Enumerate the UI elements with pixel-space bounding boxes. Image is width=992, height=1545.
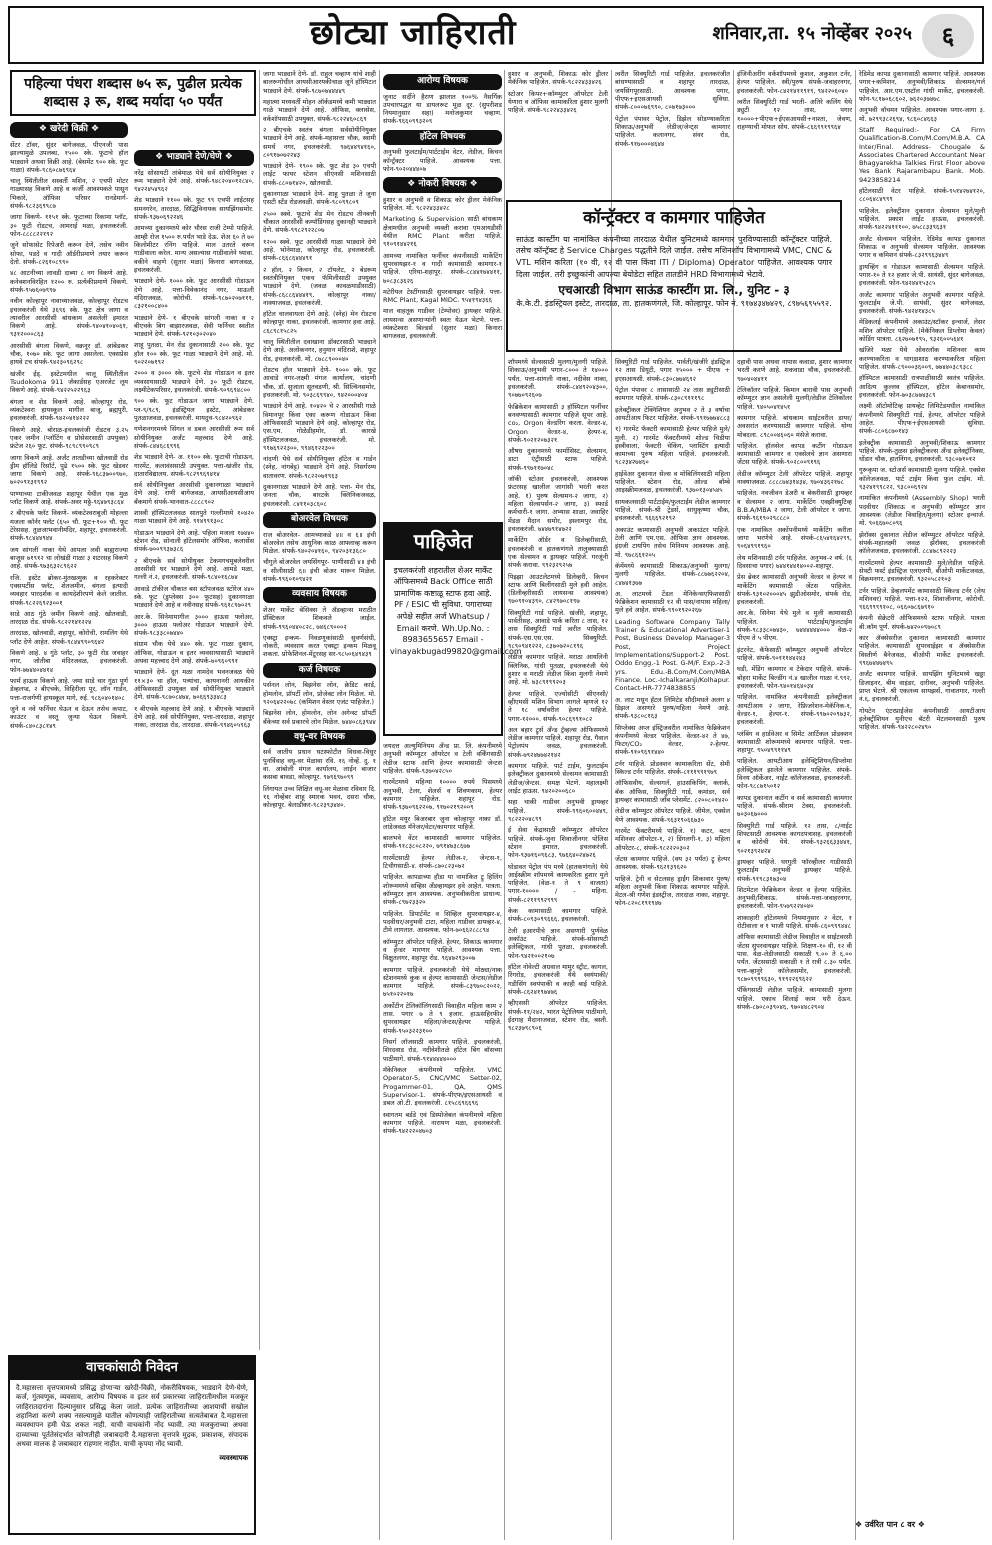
ads-list: [383, 196, 502, 341]
readers-notice-sign: व्यवस्थापक: [219, 1453, 248, 1462]
classified-ad: रेडिमेड कापड दुकानासाठी कामगार पाहिजे. आवश्यक पगार+कमिशन, अनुभवी/शिकाऊ सेल्समन/गर्ल पाहिजेत. आर.एम.एस्टॉल गांधी मार्केट, इचलकरंजी. फोन-९८१७०६८६०२, ७६२०३७४७८: [859, 70, 985, 103]
classified-ad: झेरॉक्स दुकानात लेडीज कॉम्प्युटर ऑपरेटर पाहिजे. संपर्क-महालक्ष्मी जवळ झेरॉक्स, इचलकरंजी कॉलेजजवळ, इचलकरंजी. ८८४७८९२२२३: [859, 530, 985, 556]
classified-ad: दहावी पास अथवा नापास कवाडा, हुशार कामगार भरती करणे आहे. शकवाडा चौक, इचलकरंजी. ९७०४०४४११: [737, 358, 852, 383]
classified-ad: विकणे आहे. ४ गुंठे प्लॉट, ३० फूटी रोड जवाहर नगर, जोतीबा मंदिरजवळ, इचलकरंजी. फोन-७७४४०४४१४: [10, 649, 128, 674]
classified-ad: भाड्याने देणे- दूत मळा नामदेव भवनजवळ येथे ११×३० चा हॉल, पत्र्यांचा, कायनानरी आयकीन ऑफिससाठी उपयुक्त सर्व सोयीनियुक्त भाड्याने देणे. संपर्क-९८७०८४७४, ७०६६९३३४८३: [134, 668, 254, 702]
classified-ad: लेडीज कॉम्प्युटर ऑपरेटर पाहिजे. जीमेल, एक्सेल येणे आवश्यक. संपर्क-९६३१९०६६७३०: [615, 807, 730, 824]
classified-ad: २ बीएचके सर्व सोयीयुक्त टेकमगचमुबलेवरील आरसीसी घर भाड्याने देणे आहे. आमडे मळा, गल्ली नं.२, इचलकरंजी. संपर्क-९८४०१६८७४: [134, 556, 254, 582]
classified-ad: टर्नर पाहिजे. प्रोडक्शन कामाकरिता सेंट, सेमी स्किल्ड टर्नर पाहिजेत. संपर्क-८१११९९१९७९: [615, 759, 730, 777]
classified-ad: माल वाहतूक गाडीवर (टेम्पोवर) ड्रायव्हर पाहिजे. लायसन्स असणाऱ्यांनी स्वतः येऊन भेटणे. पत्ता-व्यंकटेश्वरा बिल्डर्स (सुतार मळा) किनारा बागजवळ, इचलकरंजी.: [383, 307, 502, 341]
classified-ad: खंजिरे मळा येथे ओवरलॉक मशिनवर काम करण्याकरिता व घागडाशाठ करण्याकरिता महिला पाहिजेत. संपर्क-८९०००३६००९, ७७४४०३८९३८८: [859, 346, 985, 371]
pahije-body: इचलकरंजी शहरातील शेअर मार्केट ऑफिसमध्ये Back Office साठी प्रामाणिक कष्टाळू स्टाफ हवा आहे. PF / ESIC ची सुविधा. पगाराच्या अपेक्षे सहीत अर्ज Whatsup / Email करणे. Wh.Up.No. : 8983655657 Email - vinayakbugad99820@gmail.com: [390, 565, 522, 656]
section-bhadyane: ❖ भाड्याने देणे/घेणे ❖: [134, 150, 254, 166]
classified-ad: अ. लाटमध्ये टेंडल मेनिकेन्सएफिशसाठी फेब्रिकेशन कामासाठी १२ वी पास/नापास महिला/मुले हवे आहेत. संपर्क-९९०१९२०२६७: [615, 589, 730, 615]
section-arogya: आरोग्य विषयक: [383, 74, 502, 90]
classified-ad: गोडाऊन भाड्याने देणे आहे. पहिला मजला १७४४० स्टेशन रोड, सोनाली हॉटेलसमोर ऑफिस, कलासेंस संपर्क-७००९९३७३८६: [134, 528, 254, 554]
section-borewell: बोअरवेल विषयक: [263, 512, 376, 528]
column-8: [859, 70, 985, 1515]
classified-ad: अनुभवी फुलटाईम/पार्टटाईम वेटर, लेडीज, किचन कॉन्ट्रॅक्टर पाहिजे. आवश्यक पत्ता. फोन-९०२०४४४०७: [383, 148, 502, 173]
column-7: [737, 358, 852, 1538]
classified-ad: कॉम्प्युटर ऑपरेटर पाहिजे. हेल्पर, शिकाऊ कामगार व हेंन्डर मारणार पाहिजे. आवश्यक पत्ता. विक्षुतलगर, शहापूर रोड. ९६४७२९३००७: [383, 937, 502, 963]
pahije-box: [383, 522, 522, 736]
classified-ad: शाकाहारी हॉटेलमध्ये नियमानुसार २ वेटर, १ रोटीवाला व १ भाजी पाहिजे. संपर्क-८६०९९९४४८: [737, 913, 852, 931]
classified-ad: Leading Software Company Tally Trainer & Educational Advertiser-1 Post, Business Develop Manager-3 Post, Project Implementations/Support-2 Post. Oddo Engg.-1 Post. G-M/F. Exp.-2-3 yrs. Edu.-B.Com/M.Com/MBA Finance. Loc.-Ichalkaranji/Kolhapur. Contact-HR-7774838855: [615, 617, 730, 693]
classified-ad: जयदत्त अल्युमिनियम अँन्ड प्रा. लि. कंपनीमध्ये अनुभवी कॉम्प्युटर ऑपरेटर व टेली वर्किंगसाठी लेडीज स्टाफ आणि हेल्पर कामासाठी जेन्टस पाहिजेत. संपर्क-९३७०४२८५०: [383, 742, 502, 775]
classified-ad: खंजीर ईड्. इस्टेटमधील चालू स्थितीतील Tsudokoma 911 जॅकार्डसह एअरजेट लूम विकणे आहे. संपर्क-९४२२५२२९६३: [10, 369, 128, 395]
classified-ad: भाड्याने देणे- १ बीएचके सांगली नाका व २ बीएचके बिग बाझारजवळ, सेवी फर्निचर स्वतीत भाड्याने देणे. संपर्क-९२१०३०२०४०: [134, 313, 254, 339]
classified-ad: अर्जंट सेल्समन पाहिजेत. रेडिमेड कापड दुकानात शिकाऊ व अनुभवी सेल्समन पाहिजेत. आवश्यक पगार व कमिशन संपर्क-८३२९९६३४४९: [859, 234, 985, 260]
classified-ad: सिक्युरिटी गार्ड पाहिजे. खंजीरे, शहापूर, पार्वतीसह, आवाडे पार्क करिता ८ तास, १२ तास सिक्युरिटी गार्ड त्वरीत पाहिजेत. संपर्क-एस.एस.एस. सिक्युरिटी. ९८९०९४१२२२, ८३७०७२०८१९६: [508, 608, 608, 650]
classified-ad: कार ॲक्सेसरीज दुकानात कामासाठी कामगार पाहिजेत. कामासाठी सुपरवाईझर व ॲक्सेसरीज विस्तीर्ण बैनेजवळ, बीओपी मार्केट इचलकरंजी. ९९६७४४७४९५: [859, 634, 985, 667]
classified-ad: ऑफिसवीय, सेल्सगर्ल, हाउसकिपिंग, क्लार्क, बॅक ऑफिस, सिक्युरिटी गार्ड, कमांडर, सर्व ड्रायव्हर कामासाठी जाँब प्लेसमेंट. ८२००८०१४२०: [615, 779, 730, 804]
classified-ad: नामांकित कंपनीमध्ये (Assembly Shop) भरती पदवीधर (शिकाऊ व अनुभवी) कॉम्प्युटर ज्ञान आवश्यक (लेडीज विवाहित/मुलगा) स्टोअर इन्चार्ज. मो. ९०६६७०८०९६: [859, 494, 985, 528]
classified-ad: जुने सोफासेट रिपेअरी करून देणे, तसेच नवीन सोफा, पडदे व गादी ऑर्डरीप्रमाणे तयार करून देतो. संपर्क-८२६१०८९९०: [10, 241, 128, 266]
classified-ad: अकाउंट कामासाठी अनुभवी अकाउंटर पाहिजे. टेली आणि एम.एस. ऑफिस ज्ञान आवश्यक. इंग्रजी टायपिंग तसेच मिनिमम आवश्यक आहे. मो. ९७८६६१२०५: [615, 525, 730, 559]
classified-ad: पाहिजेत. आयटीआय इलेक्ट्रिशियन/डिप्लोमा इलेक्ट्रिकल झालेले कामगार पाहिजेत. संपर्क-विनय ऑर्केअर, नाईट कॉलेजजवळ, इचलकरंजी. फोन-९८८७१५०१२: [737, 757, 852, 791]
column-7-top: [737, 70, 852, 196]
ads-list: [859, 70, 985, 732]
classified-ad: टेली इआरपीचे ज्ञान असणारी पुर्णवेळ अकॉउंट पाहिजे. संपर्क-सोसायटी इलेक्ट्रिकल, गांधी पुतळा, इचलकरंजी. फोन-९४२१००२१०७: [508, 926, 608, 960]
readers-notice-title: वाचकांसाठी निवेदन: [10, 1357, 254, 1380]
classified-ad: गारमेंट फॅक्टरीमध्ये पाहिजे. १) कटर, बटन मशिनवर ऑपरेटर-१, २) डिंगलगी-१, ३) महिला ऑपरेटर-८, संपर्क-९८२२२०३०२: [615, 826, 730, 852]
classified-ad: इंजिनीअरींग वर्कशॉपमध्ये कुशल, अकुशल टर्नर, हेल्पर पाहिजेत. स्त्री/पुरुष संपर्क-जवाहरनगर, इचलकरंजी. फोन-८४२१४११९१९, ९४२२०६०४०: [737, 70, 852, 95]
classified-ad: लेडीज कामगार पाहिजे. मराठा आयलिनी क्लिनिक, गांधी पुतळा, इचलकरंजी येथे हुशार व मराठी लेडीज किंवा मुलगी नेमणे आहे. मो. ७३८९१९९२०३: [508, 653, 608, 687]
column-3: [263, 70, 376, 1540]
classified-ad: मार्केटिंग ऑर्डर व डिलेव्हरीसाठी, इचलकरंजी व हातकणंगले तालुक्यासाठी एक सेल्समन व ड्रायव्हर पाहिजे. गरजूंनी संपर्क करावा. ९९२३२९२५७: [508, 536, 608, 570]
classified-ad: स्वागतम बर्डडे एवं डिस्पोजेबल कंपनीमध्ये महिला कामगार पाहिजे. नारायण मळा, इचलकरंजी. संपर्क-९४२२२०४७०३: [383, 1110, 502, 1136]
classified-ad: पाहिजेत. डिपार्टमेंट व सिव्हिल सुपरवायझर-४, पदवीधर/अनुभवी टाटा, महिला गाडीवर डायव्हर-४, टीमे लागतात. आवश्यक. फोन-७०६६२८८८९४: [383, 909, 502, 935]
classified-ad: सर्व सोयीनियुक्त आरसीसी दुकानगाळा भाड्याने देणे आहे. राणी बागेजवळ, आयसीआयसीआय बँकमागे संपर्क-भानवात-८८८८९०२: [134, 481, 254, 506]
classified-ad: बिझनेस लोन, होमलोन, लोन अगेन्स्ट प्रॉपर्टी बँकेच्या सर्व प्रकारचे लोन मिळेल. ७४४०८६३९४४: [263, 709, 376, 726]
classified-ad: रोडटच हॉल भाड्याने देणे- १००० स्के. फूट आवाडे नगर-लक्ष्मी मंगल कार्यालय, चांदणी चौक, डॉ. सुजाता सूतवडणी, श्री. सिल्विनसमोर, इचलकरंजी. मो. ९०३८६९९४०, ९४२०००४०४: [263, 366, 376, 399]
classified-ad: गारमेंटमध्ये महिन्या १०००० रुपये पिसमध्ये अनुभवी, टेलर, शेलर्स व शिवणकाम, हेल्पर कामगार पाहिजेत. शहापूर रोड. संपर्क-९३७०९६२२०७, ९१७०२१९२००९: [383, 778, 502, 812]
ads-list: [737, 70, 852, 131]
classified-ad: सिप्लेक्स अप्ल इंस्ट्रिजवरील नामांकित फेब्रिकेशन कंपनीमध्ये वेल्डर पाहिजेत. वेल्डर-४२ ते ४७, फिटर/CO₂ वेल्डर, २-हेल्पर. संपर्क-९१०९६९१४४०: [615, 723, 730, 757]
classified-ad: चौगुले बोअरवेल जयसिंगपूर- पाणीसाठी ४॥ इंची व सीलीसाठी ६॥ इंची बोअर मारून मिळेल. संपर्क-९९६०१०९४२१: [263, 558, 376, 584]
section-hotel: हॉटेल विषयक: [383, 130, 502, 146]
classified-ad: चालू स्थितीतील दवाखाना डॉक्टरसाठी भाड्याने देणे आहे. अलोकनगर, हनुमान मंदिराशे, शहापूर रोड, इचलकरंजी. मो. ८७८८९०००४०: [263, 338, 376, 363]
masthead: [8, 6, 984, 64]
classified-ad: जय सांगली नाका येथे आपला लवी बाह्यराज्या बाजूस ७१९१२ चा लोखंडी गाळा ३ शटरसह विकणे आहे. संपर्क-९७३६३२८९६२२: [10, 545, 128, 571]
classified-ad: लिंगायत उच्च शिक्षित वधू-वर मेळावा रविवार दि. १६ नोव्हेंबर शाहू स्मारक भवन, दसरा चौक, कोल्हापूर. बेलाडीकर-९८२३९३४४०.: [263, 784, 376, 810]
column-5-top: [508, 70, 608, 196]
classified-ad: ई सेवा केंद्रासाठी कॉम्प्युटर ऑपरेटर पाहिजे. संपर्क-जुना शिवाजीनगर पोलिस स्टेशन इमारत, इचलकरंजी. फोन-९३७१६०९६८३, ९७६६४०२४७२६: [508, 826, 608, 860]
classified-ad: जागा भाड्याने देणे- डॉ. राहुल चव्हाण यांचे शाही बालरूगोधील आयसीआरयकीचाळ जूने हॉस्पिटल भाड्याने देणे. संपर्क-९८७०७४४४४९: [263, 70, 376, 95]
classified-ad: हेल्पर पाहिजे. एज्योसीटी सीएनसी/व्हीएमसी मशिन विभाग लागले म्हणजे १२ ते १८ वर्षावरील हेल्पर पाहिजे. पगार-१२०००. संपर्क-९०८६९९१०८२: [508, 689, 608, 723]
readers-notice-body: दै.महासत्ता वृत्तपत्रामध्ये प्रसिद्ध होणाऱ्या खरेदी-विक्री, नोकरीविषयक, भाड्याने देणे-घेणे, कर्ज, गुंतवणूक, व्यवसाय, आरोग्य विषयक व इतर सर्व प्रकारच्या जाहिरातीमधील मजकूर जाहिरातदारांना दिल्यानुसार प्रसिद्ध केला जातो. प्रत्येक जाहिरातीच्या आशयाची सखोल शहानिशा करणे शक्य नसल्यामुळे यातील कोणत्याही जाहिरातीच्या सत्यतेबाबत दै.महासत्ता व्यवस्थापन हमी घेऊ शकत नाही. याची वाचकांनी नोंद घ्यावी. त्या मजकुराच्या अथवा दाव्याच्या पूर्ततेसंदर्भात कोणतीही जबाबदारी दै.महासत्ता वृत्तपत्रे मुद्रक, प्रकाशक, संपादक अथवा मालक हे जबाबदार राहणार नाहीत. याची कृपया नोंद घ्यावी.: [16, 1383, 248, 1449]
ads-list: [10, 141, 128, 730]
classified-ad: २ बीएचके स्वतंत्र बंगला सर्वसोयीनियुक्त भाड्याने देणे आहे. संपर्क-महासत्ता चौक, स्वामी समर्थ नगर, इचलकरंजी. ९७६४४९४१६०, ८०९१७०७२२४३: [263, 125, 376, 159]
classified-ad: टेलिकॉलर पाहिजे. किमान बारावी पास अनुभवी कॉम्प्युटर ज्ञान असलेली मुलगी/लेडीज टेलिकॉलर पाहिजे. ९४०५०४१४५१: [737, 385, 852, 411]
contractor-title: कॉन्ट्रॅक्टर व कामगार पाहिजेत: [583, 208, 765, 228]
classified-ad: गोयटेन एंटरप्राईजेस कंपनीसाठी आयटीआय इलेक्ट्रीशियन युनीएच बॅटरी मेटलमनसाठी पुरुष पाहिजेत. संपर्क-९४२२८०२४९०: [859, 706, 985, 732]
classified-ad: पर्सनल लोन, बिझनेस लोन, क्रेडिट कार्ड, होमलोन, प्रॉपर्टी लोन, प्रोजेक्ट लोन मिळेल. मो. ९२०६४२२०७८ (कमिशन वेस्तर एजंट पाहिजेत.): [263, 681, 376, 706]
section-kharedi-vikri: ❖ खरेदी विक्री ❖: [10, 122, 128, 138]
classified-ad: अनुभवी वॉचमन पाहिजेत. आवश्यक पगार-जागा ३. मो. ७२९९३८२६९४, ९८६०८४६६३: [859, 106, 985, 123]
column-6: [615, 358, 730, 1538]
classified-ad: दुकानगाळा भाड्याने देणे आहे. पत्ता- मेन रोड, जनता चौक, बारटके क्लिनिकजवळ, इचलकरंजी. ८४११०३८६०८: [263, 483, 376, 508]
classified-ad: घडी, मेंडिंग कामगार व टेकेदार पाहिजे. संपर्क-बोहरा मार्केट बिल्डींग नं.४ खालील गाळा नं.९९२, इचलकरंजी. फोन-९४०१४६४०३४: [737, 665, 852, 690]
classified-ad: लेथ मशिनसाठी टर्नर पाहिजेत. अनुभव-२ वर्ष. (६ दिवसाचा पगार) ७४४१४४१४००२-शहापूर.: [737, 553, 852, 570]
section-vyavasay: व्यवसाय विषयक: [263, 587, 376, 603]
ads-list: [615, 358, 730, 908]
classified-ad: सिक्युरिटी गार्ड पाहिजे. १२ तास, ८/नाईट शिफ्टसाठी आवश्यक कागदपत्रासह. इचलकरंजी व कोरोची येथे. संपर्क-९३२६६३३४४१, ९०२१३९२४२४: [737, 821, 852, 855]
classified-ad: पाहिजेत. हॉलसेल कापड कटींग गोडाऊन कामासाठी कामगार व एक्सेलचे ज्ञान असणारा जेंटस पाहिजे. संपर्क-९०२८००९१९६: [737, 441, 852, 467]
ads-list: [263, 606, 376, 659]
classified-ad: १) गारमेंट फॅक्टरी कामासाठी हेल्पर पाहिजे मुले/मुली. २) गारमेंट फॅक्टरीमध्ये शोल्ड चिडीया इस्त्रीवाला, फेक्टरी चेकिंग, प्लास्टिंग इत्यादी कामाच्या पुरुष महिला पाहिजे. इचलकरंजी. ९८२३४२७४६०: [615, 425, 730, 467]
classified-ad: २००० व ३००० स्के. फूटचे शेड गोडाऊन व इतर व्यवसायासाठी भाड्याने देणे. ३० फूटी रोडटच, लक्ष्मीटेकपरिसर, इचलकरंजी. संपर्क-९०९६९४८००: [134, 369, 254, 395]
page-title: छोट्या जाहिराती: [310, 13, 517, 53]
classified-ad: सहा चाकी गाडीवर अनुभवी ड्रायव्हर पाहिजे. संपर्क-९९६०६००४४९, ९८२२२०४८९९: [508, 798, 608, 823]
classified-ad: भाड्याने देणे आहे. १०४२० चे २ आरसीसी गाळे विमानपूर किंवा एका करूण गोडाऊन किंवा ऑफिससाठी भाड्याने देणे आहे. कोल्हापूर रोड, एस.एम. गोळेडीहमोर, डॉ. कारखे हॉस्पिटलजवळ, इचलकरंजी. मो. ९१७६९२२३००, ९९४६१२२३००: [263, 402, 376, 452]
column-bhadyane: [134, 146, 254, 1350]
classified-ad: हुशार व अनुभवी, शिकाऊ कोर ड्रीलर मेकॅनिक पाहिजेत. संपर्क-९८२२४३३४२६: [508, 70, 608, 87]
classified-ad: लेडीज कॉम्प्युटर टेली ऑपरेटर पाहिजे. शहापूर नाक्याजवळ. ८८८८७४३१४३४, ९७०४३६२१७८: [737, 469, 852, 487]
classified-ad: घोडावत पेट्रोल पंप मध्ये (हातकणंगले) येथे आईस्क्रीम शॉपमध्ये कामकरिता हुशार मुले पाहिजेत. (वेळ-१ ते ९ वाजता) पगार-१०००० / - महिना. संपर्क-८२११९९२९९९: [508, 862, 608, 904]
classified-ad: हॉटेल चालवायला देणे आहे. (स्नेह) मेन रोडटच कोल्हापूर नाका, इचलकरंजी. कामगार हवा आहे. ८६८९८१५८२५: [263, 310, 376, 335]
classified-ad: ड्रायव्हर पाहिजे. घरगुती फॉरव्हीलर गाडीसाठी फुलटाईम अनुभवी ड्रायव्हर पाहिजे. संपर्क-९१९८३१७३०४: [737, 857, 852, 883]
ads-list: [263, 70, 376, 508]
classified-ad: अर्कोटीन टेलिकॉलिंगसाठी विवाहीत महिला काम २ तास. पगार ७ ते ९ हजार. हाऊसहिरफीर सुपरवायझर महिला/जेन्टस/हेल्पर पाहिजे. संपर्क-९५०३२२३१००: [383, 1001, 502, 1035]
classified-ad: शॉपमध्ये सेल्ससाठी मुलगा/मुलगी पाहिजे. शिकाऊ/अनुभवी पगार-८००० ते १४००० पर्यंत. पत्ता-सांगली नाका, नदीवेस नाका, इचलकरंजी. संपर्क-८४४९२०४३००, ९०७७०९२६०७: [508, 358, 608, 400]
classified-ad: पाहिजेत. नवजीवन डेअरी व बेकरीसाठी ड्रायव्हर व सेल्समन २ जागा. मार्केटिंग एक्झीक्युटिव्ह B.B.A/MBA २ जागा, टेली ऑपरेटर १ जागा. संपर्क-९६१९०२९८८८०: [737, 489, 852, 523]
ads-list: [263, 748, 376, 809]
classified-ad: जेंटस कामगार पाहिजे. (वय ३२ पर्यंत) ट्रू हेल्पर आवश्यक. संपर्क-९६२१३९६२०: [615, 854, 730, 872]
classified-ad: शिटमेटल फेब्रिकेशन वेल्डर व हेल्पर पाहिजेत. अनुभवी/शिकाऊ. संपर्क-पत्ता-जवाहरनगर, इचलकरंजी. फोन-९५७९२२४०४०: [737, 885, 852, 911]
page-number: ६: [922, 14, 974, 58]
classified-ad: आमच्या दुकानमध्ये कोर चौरस राजी टेम्पो पाहिजे. आम्ही रोज १५०० रु.पर्यंत भाडे देऊ. शेअ ६० ते ७० किलोमीटर रनिंग पाहिजे. माल उतरते वरून गाडीवाला करेल. मान्य असल्यास गाडीवालेने घ्यावा. वकीने वाहणे (सुतार मळा) किनारा बागजवळ, इचलकरंजी.: [134, 224, 254, 274]
section-vadhu-var: वधु-वर विषयक: [263, 730, 376, 746]
ads-list: [383, 148, 502, 173]
classified-ad: आर.के. सिनेमा येथे मुले व मुली कामासाठी पाहिजेत. पार्टटाईम/फुलटाईम संपर्क-९८३३८०७४३०, ७४४४४४४००० वेळ-२ पीएम ते ५ पीएम.: [737, 609, 852, 643]
classified-ad: सिक्युरिटी गार्ड पाहिजेत. पार्वती/खंजीरे इंडस्ट्रिज १२ तास डियूटी, पगार १५००० + पीएफ + इएसआयसी. संपर्क-८३०८७७४६९२: [615, 358, 730, 383]
ads-list: [737, 358, 852, 1011]
classified-ad: औषध दुकानमध्ये फार्मासिस्ट, सेल्समन, डाटा एंट्रीसाठी स्टाफ पाहिजे. संपर्क-९९७११७०४८: [508, 447, 608, 472]
classified-ad: महात्मा मध्यवर्ती मोहन ऑर्कडमध्ये कमी भाड्यात गाळे भाड्याने देणे आहे. ऑफिस, क्लासेस, वर्कशॉपसाठी उपयुक्त. संपर्क-९८२२४६०८६९: [263, 97, 376, 123]
rate-box: पहिल्या पंधरा शब्दास ७५ रू, पुढील प्रत्येक शब्दास ३ रू, शब्द मर्यादा ५० पर्यंत: [10, 70, 256, 116]
classified-ad: हाईवेअर दुकानात सेल्स व मोबिलिंगसाठी महिला पाहिजेत. स्टेशन रोड, ओल्ड बॉम्बे आइस्क्रीमजवळ, इचलकरंजी. ९३७०१३०४५४५: [615, 469, 730, 495]
classified-ad: दुकानगाळा भाड्याने देणे- शाहू पुतळा ते जुना एसटी स्टॅंड रोडजवळी. संपर्क-९८०९९८०९: [263, 190, 376, 207]
classified-ad: पाहिजे. ट्रेनी व सेटलसह ड्राईंग शिकावार पुरुष/महिला अनुभवी किंवा शिकाऊ कामगार पाहिजे. मेटल-श्री गणेश इंडस्ट्रीज, तारदाळ नाका, शहापूर. फोन-८२०८१९१९४७: [615, 874, 730, 908]
ads-list: [508, 358, 608, 1032]
classified-ad: भाड्याने देणे- १००० स्के. फूट आरसीसी गोडाऊन देणे आहे. पत्ता-विवेकानंद नगर, माऊली मंदिराजवळ, कोरोची. संपर्क-९८७०२०७१११, ८३२१००८४००: [134, 277, 254, 311]
classified-ad: कामगार पाहिजे. पार्ट टाईम, फुलटाईम इलेक्ट्रीकल दुकानमध्ये सेल्समन कामासाठी लेडीज/जेन्टस. समक्ष भेटणे. महालक्ष्मी लाईट हाऊस. ९४२०२००६८०: [508, 762, 608, 795]
classified-ad: अर्जंट कामगार पाहिजेत अनुभवी कामगार पाहिजे. फुलटाईम जे.पी. सायंसी, सुंदर बागेजवळ, इचलकरंजी. संपर्क-९४२४१४३८५: [859, 290, 985, 316]
ads-list: [263, 531, 376, 584]
classified-ad: कॅमेंमध्ये कामासाठी शिकाऊ/अनुभवी मुलगा/मुलगी पाहिजेत. संपर्क-८८७७६२२०४, ८४७४१३७७: [615, 561, 730, 587]
readers-notice-box: [8, 1355, 256, 1535]
section-naukri: ❖ नोकरी विषयक ❖: [383, 177, 502, 193]
classified-ad: प्रेस ब्रेकर कामासाठी अनुभवी वेल्डर व हेल्पर व मार्केटिंग कामासाठी जेंटस पाहिजेत. संपर्क-९३१०२०००४५ झुडीओसमोर, संपर्क रोड, इचलकरंजी.: [737, 573, 852, 607]
classified-ad: अल बहार ट्रुर्स अँन्ड ट्रॅव्हल्स ऑफिसमध्ये लेडीज कामगार पाहिजे. शहापूर रोड, गैवाल पेट्रोलपंप जवळ, इचलकरंजी. संपर्क-७९२४७७४२१४२: [508, 725, 608, 759]
classified-ad: मटेरीयल टेस्टींगसाठी सुपरवायझर पाहिजे. पत्ता-RMC Plant, Kagal MIDC. ९५४१९४३६६: [383, 287, 502, 305]
classified-ad: साडे आठ गुंठे जमीन विकणे आहे. खोतवाडी, तारदाळ रोड. संपर्क-९८२२१४१२२४: [10, 609, 128, 627]
classified-ad: पाहिजेत. इलेक्ट्रीशन दुकानात सेल्समन मुले/मुली पाहिजेत. प्रकाश लाईट हाऊस, इचलकरंजी. संपर्क-९४२२४१११००, ७५८८३३९६३१: [859, 206, 985, 232]
classified-ad: जॉकी स्टोअर इचलकरंजी, आवश्यक फ्रंटरसह खालील जागांसी भरती करत आहे. १) पुरुष सेल्समन-२ जागा, २) महिला सेल्सपर्सन-२ जागा, ३) स्फार्ड कर्मचारी-१ जागा. अभ्यास शाळा, जवाहिर मेंडळ मैदान समोर, इस्लामपुर रोड, इचलकरंजी. ७४४७९१४७२२: [508, 475, 608, 533]
classified-ad: व्हीएससी ऑपरेटर पाहिजेत. संपर्क-११/२४२, भारत पेट्रोलियम पाठीमागे, ईदगाह मैदानाजवळ, स्टेशन रोड, बस्ती. ९८२३७९८९०६: [508, 999, 608, 1033]
classified-ad: तारदाळ, खोतवाडी, शहापूर, कोरोची, रामलिंग येथे प्लॉट देणे आहेत. संपर्क-९८४४९९०९६४२: [10, 629, 128, 646]
classified-ad: गुरूकृपा ज. स्टोअर्स कामासाठी मुलगा पाहिजे. एक्सेस कॉलेजजवळ, पार्ट टाईम किंवा फुल टाईम. मो. ९३२४१९९८२२, ९३८००६९२४: [859, 466, 985, 492]
classified-ad: ड्रायव्हिंग व गोडाऊन कामासाठी सेल्समन पाहिजे. पगार-१० ते १२ हजार जे.पी. सायंसी, सुंदर बागेजवळ, इचलकरंजी. फोन-९४२४४१५३८५: [859, 262, 985, 288]
classified-ad: १ बीएचके महत्त्वाद देणे आहे. १ बीएचके भाड्याने देणे आहे. सर्व सोयीनियुक्त, पत्ता-तारदाळ, शहापूर नाका, तारदाळ रोड, तारदाळ. संपर्क-९९४६०५९६३: [134, 704, 254, 730]
classified-ad: हॉटेल नोवेल्टी अग्रवाल मामुर स्ट्रीट, कागल, रिंगरोड, इचलकरंजी येथे स्वयंपाकी/गडीसिंग स्वयंपाकी व काही बाई पाहिजे. संपर्क-८६२४१९७४७६: [508, 962, 608, 996]
classified-ad: जुनाट सर्दीने हैराण झालात १००% नैसर्गिक उपचारपद्धत या डायलरूट मूळ दूर. (सुपरीशड नियमानुसार सहा) मनोजकुमार चव्हाण. संपर्क-९६६०९९३२०९: [383, 92, 502, 126]
classified-ad: जुने व नवे फर्निचर घेऊन व देऊन तसेच कपाट, काउंटर व वस्तू जुन्या घेऊन विकणे. संपर्क-८४०८३८१४९: [10, 704, 128, 730]
classified-ad: कंपनी सेक्रेटरी ऑफिसमध्ये स्टाफ पाहिजे. पात्रता बी.कॉम पूर्ण. संपर्क-७४२००९७०८९: [859, 614, 985, 631]
classified-ad: ऑफिस कामासाठी लेडीज विवाहीत व साईटवरसी जेंटस सुपरवायझर पाहिजे. शिक्षण-१० वी, १२ वी पास. वेळ-लेडीजसाठी सकाळी ९.०० ते ६.०० पर्यंत. जेंटससाठी सकाळी १ ते रात्री ८.३० पर्यंत. पत्ता-व्हानुरे कॉलेजसमोर, इचलकरंजी. ९८७०९९९९६३०, ९१९२२६९६२२: [737, 933, 852, 983]
ads-list: [383, 742, 502, 1135]
section-karj: कर्ज विषयक: [263, 663, 376, 679]
classified-ad: पाहिजेत. नामांकित कंपनीसाठी इलेक्ट्रीकल आयटीआय २ जागा, रेफ्रिजरेशन-मेकॅनिक-१, वेल्डर-१, हेल्पर-१. संपर्क-९९७०२०९७३२, इचलकरंजी.: [737, 693, 852, 727]
classified-ad: इलेक्ट्रीकल टेक्निशियन अनुभव २ ते ३ वर्षाचा आयटीआय फिटर पाहिजेत. संपर्क-९९१७७७४८८३: [615, 405, 730, 422]
classified-ad: विकणे आहे. बोराळ-इचलकरंजी रोडटच ३.२५ एकर जमीन (प्लॉटिंग व प्रोसेसरसाठी उपयुक्त) फ्रंटेज २६० फूट. संपर्क-९८९८९९०९८९: [10, 425, 128, 451]
column-6-top: [615, 70, 730, 196]
classified-ad: मेडिकलई कंपनीमध्ये अकाउंट/स्टॉकर इन्चार्ज, लेसर मशिन ऑपरेटर पाहिजे. (मेकॅनिकल डिप्लोमा केवल) कोडिंग पात्रता. ८६२७०७१९५, ९३२६००५६४१: [859, 318, 985, 344]
classified-ad: शेड भाड्याने ११०० स्के. फूट ९९ एचपी लाईटसह समनगरेन, तारदाळ, सिद्धिविनायक सायझिंगसमोर. संपर्क-९३७०६९२२४६: [134, 196, 254, 222]
classified-ad: केक कामासाठी कामगार पाहिजे. संपर्क-८०९३०९९६६६, इचलकरंजी.: [508, 907, 608, 924]
classified-ad: बालभवे वेंटर कामासाठी कामगार पाहिजेत. संपर्क-९१८३८०८२२०, ७९१४७३८६७७: [383, 834, 502, 851]
classified-ad: सर्व जातीय प्रधान घटस्फोटीत विधवा-विधुर पुनर्विवाह वधू-वर मेळावा रवि. १६ नोव्हें. दु. १ वा. आंबोली मंगल कार्यालय, लाईन बाजार कसबा बावडा, कोल्हापूर. ९७९६९७०९९: [263, 748, 376, 782]
classified-ad: हॉस्पिटल कामासाठी रात्रपाळीसाठी स्वतंत्र पाहिजेत. आदित्य कुल्लव हॉस्पिटल, हॉटेल केबानसमोर, इचलकरंजी. फोन-७०३८७७४३८९: [859, 374, 985, 399]
classified-ad: पेट्रोल पंपावर पेट्रोल, डिझेल सोडण्याकरिता शिकाऊ/अनुभवी लेडीज/जेन्ट्स कामगार पाहिजेत. कलानगर, संवर रोड, संपर्क-९१७०००४६४४: [615, 114, 730, 148]
classified-ad: निसर्ग लॉजसाठी कामगार पाहिजे. इचलकरंजी, शिरदवाड रोड, नदीवेशीतळे हॉटेल बिंग बॉसच्या पाठीमागे. संपर्क-९१४४४४४०००: [383, 1038, 502, 1063]
continued-note: ❖ उर्वरित पान ८ वर ❖: [855, 1520, 925, 1529]
classified-ad: हुशार व अनुभवी व शिकाऊ कोर ड्रीलर मेकॅनिक पाहिजेत. मो. ९८२२४३३४२८: [383, 195, 502, 213]
classified-ad: १२०० स्क्वे. फूट आरसीसी गाळा भाड्याने देणे आहे. भोनेमाळ, कोल्हापूर रोड, इचलकरंजी. संपर्क-८६६८६४४४९१: [263, 237, 376, 263]
classified-ad: ९०० स्के. फूट गोडाऊन जागा भाड्याने देणे. प्ल-९/९८९, इंडस्ट्रियल इस्टेट, आंबेडकर पुतळाजवळ, इचलकरंजी. मायदुच-९८४२०९६२: [134, 397, 254, 422]
ads-list: [508, 70, 608, 115]
classified-ad: शेअर मार्केट बेसिक्स ते ॲडव्हान्स मराठीत प्रॅक्टिकल शिकवले जाईल. संपर्क-९९६०४४०८२८, ७४६८९०००२: [263, 605, 376, 631]
classified-ad: कापड दुकानात कटींग व सर्व कामासाठी कामगार पाहिजे. संपर्क-श्रीराम टेक्स, इचलकरंजी. ७०३०६७०००: [737, 793, 852, 819]
classified-ad: पॅकिंगसाठी लेडीज पाहिजे. कामासाठी मुलगा पाहिजे. एकाच शिलाई काम घरी देऊन. संपर्क-८७०८०३९०४६, ९७०४४८२९०४: [737, 986, 852, 1011]
classified-ad: Marketing & Supervision साठी बांधकाम क्षेत्रामधील अनुभवी व्यक्ती करावा एमआयडीसी येथील RMC Plant करीता पाहिजे. ९१०९१४४२१६: [383, 215, 502, 249]
classified-ad: त्वरीत सिक्युरिटी गार्ड पाहिजेत. इचलकरंजीत बांधण्यासाठी व शहापूर तारदाळ, जयसिंगपूरसाठी. आवश्यक पगार, पीएफ+इएसआयसी सुविधा. संपर्क-८०००७६९९०, ८०७१७३०००: [615, 70, 730, 112]
ads-list: [383, 93, 502, 126]
classified-ad: त्वरीत सिक्युरिटी गार्ड भरती- अतिरे कलिंग येथे ड्युटी १२ तास, पगार १००००+पीएफ+ईएसआयसी+नाश्ता, जेवण, राहण्याची मोफत सोय. संपर्क-८६६९९१९९६४: [737, 97, 852, 131]
classified-ad: शास्त्री हॉस्पिटलजवळ सातपुते गल्लीमध्ये १०४२० गाळा भाड्याने देणे आहे. ९१४९९१३०८: [134, 509, 254, 526]
classified-ad: हॉटेलसाठी वेटर पाहिजे. संपर्क-९५१४२७४१२०, ८८०६४८४९९९: [859, 187, 985, 204]
classified-ad: राज बोअरवेल- आमच्याकडे ४॥ व ६॥ इंची बोअरवेल तसेच आधुनिक काळ आफ्लाव्ह करून मिळेल. संपर्क-९४०२०४१६०, ९४२०३१३६८०: [263, 530, 376, 556]
classified-ad: फेब्रिकेशन कामासाठी ३ हॉस्पिटल फर्नीचर बनवण्यासाठी कामगार पाहिजे सूपर आहे. co₂, Orgon वेल्डरिंग करता. वेल्डर-४, Orgon वेल्डर-४, हेल्पर-४, संपर्क-९०२१२०७३२१: [508, 402, 608, 444]
issue-date: शनिवार,ता. १५ नोव्हेंबर २०२५: [712, 23, 912, 44]
classified-ad: प्लंबिंग व हार्डवेअर व सिमेंट आर्टिकल प्रोडक्शन कामासाठी शोरूममध्ये कामगार पाहिजे. पत्ता-शहापूर. ९५०४९९११४९: [737, 729, 852, 755]
contractor-body: साऊंड कास्टींग या नामांकित कंपनीच्या तारदाळ येथील युनिटमध्ये कामगार पुरविण्यासाठी कॉन्ट्रॅक्टर पाहिजे. तसेच कॉन्ट्रॅक्ट हे Service Charges पद्धतीने दिले जाईल. तसेच मशिनशॉप विभागामध्ये VMC, CNC & VTL मशिन करिता (१० वी, १२ वी पास किंवा ITI / Diploma) Operator पाहिजेत. आवश्यक पगार दिला जाईल. तरी इच्छुकांनी आपल्या बेयोडेटा सहित तातडीने HRD विभागामध्ये भेटावे.: [516, 234, 832, 279]
contractor-address: के.के.टी. इंडस्ट्रियल इस्टेट, तारदाळ, ता. हातकणंगले, जि. कोल्हापूर. फोन नं. ९१७४३४७४२९, ८९७५६९५५९२.: [516, 299, 832, 309]
classified-ad: अ. लाट मधून हॅटल लिमिटेड सौदीमधले अलग ४ डिझल असणारे पुरुष/महिला नेमणे आहे. संपर्क-९३८०८१६३: [615, 695, 730, 721]
classified-ad: रजि. इस्टेट ब्रोकर-मुंतखत्मुक व रहकरेक्टर एक्सपर्टीस फ्लॅट, शेतजमीन, बंगला इत्यादी व्यवहार पारदर्शक व कायदेशीरपणे केले जातील. संपर्क-९८२२६९२३००१: [10, 573, 128, 607]
classified-ad: सेंटर टॉवर, सुंदर बागेजवळ, पीएनजी पास झाल्यामुळे उपलब्ध, १५०० स्के. फूटाचे हॉल भाड्याने अथवा विक्री आहे. (बेसमेंट ९०० स्के. फूट गाळा) संपर्क-९८६०८७६९६४: [10, 140, 128, 174]
pahije-title: पाहिजेत: [385, 524, 501, 560]
classified-ad: टर्नर पाहिजे. डेव्हलपमेंट कामासाठी स्किल्ड टर्नर (लेथ मशिनवर) पाहिजे. पत्ता-१२२, शिवाजीनगर, कोरोची. ९६६९९९९१०८, ०६६०७८६७९१०: [859, 586, 985, 612]
classified-ad: पाण्याच्या टाकीजवळ शहापूर येथील एक मुळ प्लॉट विकणे आहे. संपर्क-अवर मठ्ठे-९६४७९३८६४: [10, 489, 128, 507]
contractor-ad-box: [506, 200, 842, 352]
classified-ad: कामगार पाहिजे. बांधकाम साईटवरील डायर/अवसरांत करण्यासाठी कामगार पाहिजे. योग्य मोबदला. ८९८००४६०६० मंसेजे करावा.: [737, 413, 852, 439]
column-4: [383, 70, 502, 520]
classified-ad: सायकलसाठी पार्टटाईम/फुलटाईम लेडीज कामगार पाहिजे. संपर्क-श्री ट्रेडर्स, साधुकृष्णा चौक, इचलकरंजी. ९६६६९२१९२: [615, 497, 730, 523]
classified-ad: शाहू पुतळा, मेन रोड दुकानासाठी २०० स्के. फूट हॉल १०० स्के. फूट गाळा भाड्याने देणे आहे. मो. ९०२२०७१९२: [134, 341, 254, 367]
classified-ad: नरेंद्र सोसायटी तांबेमाळ येथे सर्व सोयीनियुक्त २ रूम भाड्याने देणे आहे. संपर्क-९४८२०४०१२८४०, ९४२२४५४९६२: [134, 168, 254, 194]
classified-ad: एक नामांकित अकोंपनीमध्ये मार्केटिंग करीता जागा भरणेचे आहे. संपर्क-८६५४१६४२९९, ९०६४९९१९६०: [737, 525, 852, 551]
classified-ad: गारमेंटमध्ये हेल्पर कामासाठी मुले/लेडीज पाहिजे. सेफ्टी फर्स्ट इंडस्ट्रिज एलएलपी, बीओपी मार्केटजवळ, विक्रमनगर, इचलकरंजी. ९३२०५८२१०३: [859, 558, 985, 584]
ads-list: [615, 70, 730, 148]
classified-ad: २५०० स्क्वे. फूटाचे शेड मेन रोडटच तीनबत्ती चौकात आरसीसी कम्पॉडिंगसह दुकानही भाड्याने देणे. संपर्क-९९८२९२२८०७: [263, 209, 376, 235]
ads-list: [134, 169, 254, 730]
classified-ad: फार्म हाऊस विकणे आहे. जमा साडे चार गुंठा पूर्ण डेव्हलप्ड, २ बीएचके, विहिरीला पूर, लॉन गार्डन, पत्ता-राजर्गणी हायस्कूल मागे, रुई. ९८६०४०१४०८: [10, 677, 128, 702]
column-4-lower: [383, 742, 502, 1540]
classified-ad: आवाडे टॉकीज चौकात बस स्टॉपजवळ स्टोरेज ४४० स्के. फूट (डुप्लेक्स ३०० फूटसह) दुकानगाळा भाड्याने देणे आहे व नवीनसह संपर्क-९६१८९७०२९: [134, 584, 254, 610]
classified-ad: Staff Required:- For CA Firm Qualification-B.Com/M.Com/M.B.A. CA Inter/Final. Address- Chougale & Associates Chartered Accountant Near Bhagyarekha Talkies First Floor above Yes Bank Rajarambapu Bank. Mob. 9423858214: [859, 125, 985, 184]
classified-ad: संग्राम चौक येथे ४४० स्के. फूट गाळा दुकान, ऑफिस, गोडाऊन व इतर व्यवसायासाठी भाड्याने अथवा महत्त्वाद देणे आहे. संपर्क-७०९६०९९१: [134, 640, 254, 666]
ads-list: [263, 681, 376, 726]
classified-ad: शेड भाड्याने देणे- अ. ११०० स्के. फूटाची गोडाऊन, गारमेंट, कलावंससाठी उपयुक्त. पत्ता-खंजीर रोड, दातारविद्यालय. संपर्क-९८२९९६९४१४: [134, 453, 254, 478]
column-5: [508, 358, 608, 1538]
classified-ad: हॉटेल मयूर बिअरबार जुना कोल्हापूर नाका डॉ. लांडेजवळ मॅनेजर/वेटर/कामगार पाहिजे.: [383, 814, 502, 831]
classified-ad: चालू स्थितीतील सस्वर्ती मशिन, २ एचपी मोटर गाळ्यासह विकणे आहे व कर्जी आवश्यकते पासून भिकारे, ऑफिस परिसर रानडेमार्ग-संपर्क-९८२३६९९८७: [10, 177, 128, 211]
classified-ad: भाड्याने देणे- १९०० स्के. फूट शेड ३० एचपी लाईट फायर स्टेशन सीएनसी मशिनसाठी संपर्क-८८०७१४२०, खोतवाडी.: [263, 162, 376, 187]
classified-ad: एक्स्ट्रा इन्कम- निवडणूकांसाठी सुवर्णसंधी, नोकरी, व्यवसाय करत एक्स्ट्रा इन्कम मिळवू शकता. प्रोफेशिनल-मेंटूरसह सर-९८५०६४९४३९: [263, 633, 376, 659]
classified-ad: जागा विकणे आहे. अर्जंट तातडीच्या खोतवाडी रोड ड्रीम हॉलिडे रिसॉर्ट, पुढे १५०० स्के. फूट खेडवर जागा विकणे आहे. संपर्क-९६८३७००९७०, ७०२०९१३१९९२: [10, 453, 128, 487]
classified-ad: पिझ्झा आउटलेटमध्ये डिलेव्हरी, किचन स्टाफ आणि बिलींगसाठी मुले हवी आहेत. (डिलीव्हरीसाठी लायसन्स आवश्यक) ९७०९१०४३९०, ८४२९७०८१९७: [508, 572, 608, 606]
contractor-company: एचआरडी विभाग साऊंड कास्टींग प्रा. लि., युनिट - ३: [558, 283, 790, 298]
classified-ad: नवीन कोल्हापूर नावाच्याजवळ, कोल्हापूर रोडटच इचलकरंजी येथे ३६९६ स्के. फूट क्षेत्र जागा व त्यावरील आरसीसी बांधकाम असलेली इमारत विकणे आहे. संपर्क-९४०४१०४०६१, ९३१२०००८६३: [10, 297, 128, 339]
classified-ad: मॅकेनिकल कंपनीमध्ये पाहिजेत. VMC Operator-5, CNC/VMC Setter-02, Progammer-01, QA, QMS Supervisor-1. संपर्क-पीएफ/इएसआयसी व डबल ओ.टी. इचलकरंजी. ८१५८६९६६९६: [383, 1065, 502, 1108]
classified-ad: लक्ष्मी ऑटोमोटिव्ह प्रायव्हेट लिमिटेडमधील नामांकित कंपनीमध्ये सिक्युरिटी गार्ड, हेल्पर, ऑपरेटर पाहिजे आहेत. पीएफ+ईएसआयसी सुविधा. संपर्क-८८०६८७०१४३: [859, 402, 985, 436]
classified-ad: आमच्या नामांकित फर्नीचर कंपनीसाठी मार्केटिंग सुपरवायझर-१ व गादी कामासाठी कामगार-१ पाहिजे. एरिया-शहापूर. संपर्क-८८४४१७४४११, ७०८३८३६२६: [383, 251, 502, 285]
classified-ad: इंटरनेट, कॅफेसाठी कॉम्प्युटर अनुभवी ऑपरेटर पाहिजे. संपर्क-९०१११४४२४३: [737, 645, 852, 662]
classified-ad: अर्जंट कामगार पाहिजे. सायझिंग युनिटमध्ये खड्डा डिजाइनर, बीम वाइंडर, दारीवर, अनुभवी पाहिजेत. प्राप्त भेटणे. श्री एकलव्य सायझर्स, गावातगार, गल्ली नं.६, इचलकरंजी.: [859, 670, 985, 704]
classified-ad: गारमेंटसाठी हेल्पर लेडीज-२, जेन्टस-१, टिचीगसाठी-४. संपर्क-८७०८२३०७२: [383, 853, 502, 871]
classified-ad: पेट्रोल पंपावर ८ तासासाठी २४ तास ड्युटीसाठी कामगार पाहिजे. संपर्क-८३०८९१११९८: [615, 385, 730, 403]
classified-ad: आरसीसी बंगला विकणे, वक्रनूर डॉ. आंबेडकर चौक, १०७० स्के. फूट जागा असलेला. एक्सप्रेस हायवे टच संपर्क-९४२३०९६२९८: [10, 341, 128, 367]
classified-ad: गणेशनगरमध्ये सिंगल व डबल आरसीसी रूम सर्व सोयीनियुक्त अर्जंट महत्त्वाद देणे आहे. संपर्क-८४४६८६९९६: [134, 425, 254, 450]
classified-ad: नांदणी येथे सर्व सोयीनियुक्त हॉटेल व गार्डन (स्नेह, नांगबेट्ट) भाड्याने देणे आहे. निसर्गरम्य वातावरण. संपर्क-९८२२०७१९६३: [263, 455, 376, 480]
classified-ad: २ बीएचके फ्लॅट विकणे- व्यंकटेश्वराबुजी मोहल्ला मजला कॉर्नर फ्लॅट (६५० चौ. फूट+१०० चौ. फूट टेरेससह. तुळजाभवानीमंदिर, शहापूर, इचलकरंजी. संपर्क-९८४४४९४४: [10, 509, 128, 543]
classified-ad: कामगार पाहिजे. इचलकरंजी येथे मोठ्या/नाक स्टेशनमध्ये कुक व हेल्पर कामासाठी जेन्टस/लेडीज कामगार पाहिजे. संपर्क-८३९७०८२०२२, ७५१०२२०१७: [383, 965, 502, 999]
classified-ad: २ हॉल, २ किचन, २ टॉयलेट, २ बेडरूम स्वतंत्रीनियुक्त एकच फॅमिलीसाठी उपयुक्त भाड्याने देणे. (जवळ कावळमाडीसाठी) संपर्क-८६८८६४४४१९, कोल्हापूर नाका/नाक्याजवळ, इचलकरंजी.: [263, 265, 376, 307]
classified-ad: जागा विकणे- ११५१ स्के. फूटाच्या रिकामा प्लॉट, ३० फूटी रोडटच, आमराई मळा, इचलकरंजी. फोन-८८८८२२१९२: [10, 213, 128, 239]
classified-ad: बंगला व शेड विकणे आहे. कोल्हापूर रोड, व्यंकटेश्वरा हायस्कूल मागील बाजू, ब्रह्मपुरी, इचलकरंजी. संपर्क-९४२०४१४२२२: [10, 397, 128, 423]
classified-ad: स्टोअर किपर+कॉम्प्युटर ऑपरेटर टेली येणारा व ऑफिस कामाकरिता हुशार मुलगी पाहिजे. संपर्क-९८२२४३३४२६: [508, 89, 608, 115]
classified-ad: पाहिजेत. कापडाच्या हौडा या नामांकित ट्रू हिलिंग शोरूममध्ये सव्हिस अँडव्हायझर हवे आहेत. पात्रता. कॉम्प्युटर ज्ञान आवश्यक. अनुभवीकरीता प्राधान्य. संपर्क-८९७२३३२०: [383, 873, 502, 907]
classified-ad: ४८ आटनीच्या लावडी दाब्या ८ नग विकणे आहे. कनेक्शनविरहित १२०० रु. प्रत्येकीप्रमाणे विकणे. संपर्क-९५७६०७९९७: [10, 269, 128, 294]
classified-ad: आर.के. सिनेमामागील ३००० हाऊस फ्लोअर, ३००० हाऊस फ्लोअर गोडाऊन भाड्याने देणे. संपर्क-९८३३८०७४४०: [134, 612, 254, 638]
classified-ad: इलेक्ट्रीक कामासाठी अनुभवी/शिकाऊ कामगार पाहिजे. संपर्क-तुळस इलेक्ट्रीकल्स अँन्ड इलेक्ट्रॉनिक्स, धोंडार चौक, हातनिंगन, इचलकरंजी. ९३८०७१०१२: [859, 438, 985, 464]
